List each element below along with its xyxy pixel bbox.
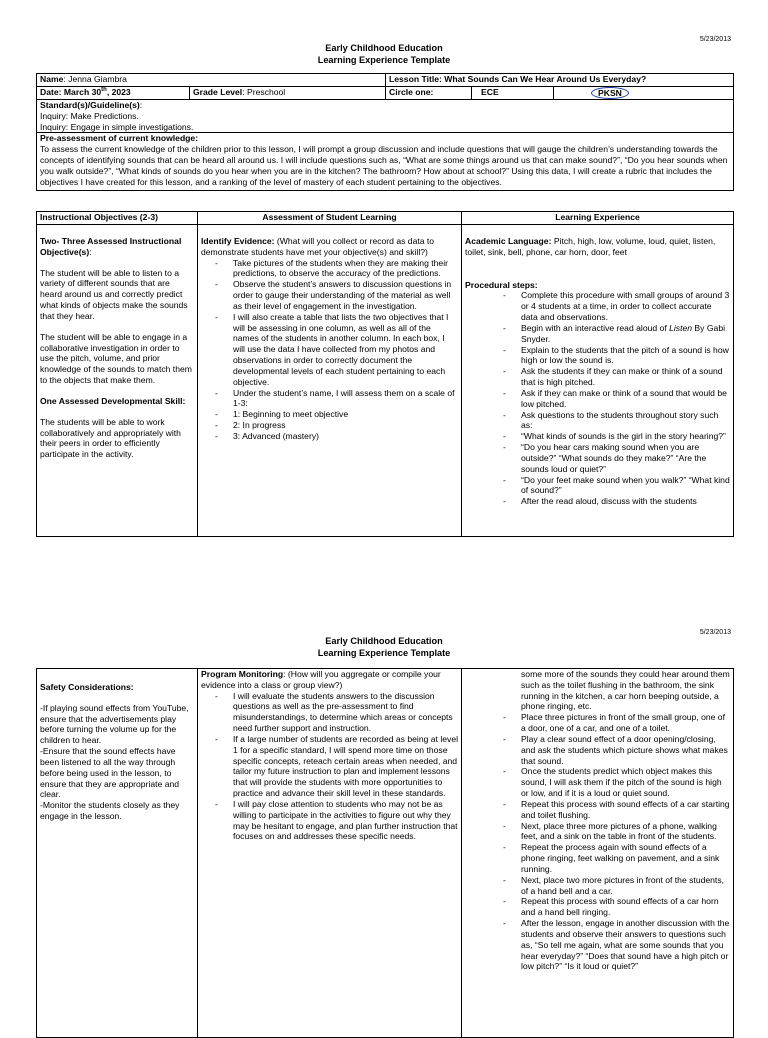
safety-title: Safety Considerations:	[40, 682, 134, 692]
evidence-item: - 3: Advanced (mastery)	[201, 431, 458, 442]
step-text: Begin with an interactive read aloud of	[521, 322, 670, 333]
date-label: Date: March 30	[40, 87, 102, 97]
procedural-steps	[489, 290, 730, 507]
academic-label: Academic Language:	[465, 236, 552, 246]
step-item: - Once the students predict which object makes this sound, I will ask them if the pitch of the sound is high or low, and if it is a loud or quiet sound.	[489, 766, 730, 798]
ece-text: ECE	[481, 87, 499, 97]
standards-cell	[37, 100, 734, 133]
evidence-text: (What will you collect or record as data to demonstrate students have met your objective(s) and skill?)	[201, 236, 435, 257]
safety-item: -Ensure that the sound effects have been listened to all the way through before being used in the lesson, to ensure that they are appropriate and clear.	[40, 746, 180, 800]
step-item: - “What kinds of sounds is the girl in the story hearing?”	[489, 431, 730, 442]
experience-cont-cell	[462, 669, 734, 1038]
evidence-item: - Under the student’s name, I will assess them on a scale of 1-3:	[201, 388, 458, 410]
preassessment-label: Pre-assessment of current knowledge:	[40, 133, 199, 144]
step-item: - Repeat this process with sound effects of a car starting and toilet flushing.	[489, 799, 730, 821]
objectives-title: Two- Three Assessed Instructional Objective(s)	[40, 236, 182, 257]
date-year: , 2023	[106, 87, 131, 97]
step-item: - After the lesson, engage in another discussion with the students and observe their answers to questions such as, “So tell me again, what are some sounds that you hear everyday?” “Does that sound have a high pitch or low pitch?” “Is it loud or quiet?”	[489, 918, 730, 972]
procedural-steps-cont	[489, 712, 730, 972]
procedural-label: Procedural steps:	[465, 279, 538, 290]
academic-text: Pitch, high, low, volume, loud, quiet, listen, toilet, sink, bell, phone, car horn, door, feet	[465, 236, 716, 257]
monitoring-list	[201, 691, 458, 843]
step-item: - Ask if they can make or think of a sound that would be low pitched.	[489, 388, 730, 410]
date-cell	[37, 87, 190, 100]
standards-label: Standard(s)/Guideline(s)	[40, 100, 140, 110]
page1-header-line1: Early Childhood Education	[325, 43, 443, 53]
page1-header-line2: Learning Experience Template	[317, 54, 451, 65]
evidence-item: - Observe the student’s answers to discussion questions in order to gauge their understanding of the material as well as their level of engagement in the investigation.	[201, 279, 458, 311]
monitoring-item: - I will evaluate the students answers to the discussion questions as well as the pre-assessment to find misunderstandings, to determine which areas or concepts need further support and instruction.	[201, 691, 458, 734]
monitoring-text: : (How will you aggregate or compile your evidence into a class or group view?)	[201, 669, 441, 690]
monitoring-label: Program Monitoring	[201, 669, 284, 679]
evidence-label: Identify Evidence:	[201, 236, 275, 246]
objective-2: The student will be able to engage in a collaborative investigation in order to use the pitch, volume, and prior knowledge of the sounds to match them to the objects that make them.	[40, 331, 192, 386]
page2-header-line1: Early Childhood Education	[325, 636, 443, 646]
name-cell	[37, 74, 386, 87]
step-item: - Ask the students if they can make or think of a sound that is high pitched.	[489, 366, 730, 388]
book-author: By Gabi Snyder.	[521, 322, 726, 344]
step-item: - Place three pictures in front of the small group, one of a door, one of a car, and one of a toilet.	[489, 712, 730, 734]
evidence-item: - 2: In progress	[201, 420, 458, 431]
preassessment-text: To assess the current knowledge of the children prior to this lesson, I will prompt a group discussion and include questions that will gauge the children’s understanding towards the concepts of identifying sounds that can be heard all around us. I will include questions such as, “What are some things around us that can make sound?”, “Do you hear sounds when you walk outside?”, “What kinds of sounds do you hear when you are in the kitchen? The bathroom? How about at school?” Using this data, I will create a rubric that includes the objectives I have created for this lesson, and a ranking of the level of mastery of each student pertaining to the objectives.	[40, 144, 728, 187]
col-header-objectives: Instructional Objectives (2-3)	[37, 212, 198, 225]
circle-one-label: Circle one:	[386, 87, 472, 100]
lesson-title: Lesson Title: What Sounds Can We Hear Around Us Everyday?	[386, 74, 734, 87]
objectives-cell	[37, 225, 198, 537]
evidence-item: - Take pictures of the students when they are making their predictions, to observe the accuracy of the predictions.	[201, 258, 458, 280]
objective-1: The student will be able to listen to a variety of different sounds that are heard around us and correctly predict what kinds of objects make the sounds that they hear.	[40, 267, 188, 321]
book-title: Listen	[669, 322, 693, 333]
page2-header-line2: Learning Experience Template	[317, 647, 451, 658]
name-label: Name	[40, 74, 64, 84]
step-item: - Next, place two more pictures in front of the students, of a hand bell and a car.	[489, 875, 730, 897]
monitoring-item: - If a large number of students are recorded as being at level 1 for a specific standard, I will spend more time on those specific concepts, reteach certain areas when needed, and tailor my future instruction to plan and implement lessons that will provide the students with more opportunities to practice and advance their skill level in these standards.	[201, 734, 458, 799]
page2-header	[0, 636, 768, 660]
monitoring-cell	[198, 669, 462, 1038]
grade-label: Grade Level	[193, 87, 243, 97]
step-item	[489, 323, 730, 345]
safety-item: -Monitor the students closely as they engage in the lesson.	[40, 800, 180, 822]
objectives-colon: :	[89, 246, 92, 257]
pksn-circled: PKSN	[591, 87, 629, 99]
circle-option-pksn	[554, 87, 734, 100]
step-item: - Explain to the students that the pitch of a sound is how high or low the sound is.	[489, 345, 730, 367]
step-item: - “Do you hear cars making sound when you are outside?” “What sounds do they make?” “Are the sounds loud or quiet?”	[489, 442, 730, 474]
assessment-cell	[198, 225, 462, 537]
lesson-plan-table	[36, 211, 734, 537]
page1-header	[0, 43, 768, 67]
standards-colon: :	[139, 100, 143, 110]
monitoring-item: - I will pay close attention to students who may not be as willing to participate in the activities to figure out why they may be hesitant to engage, and plan further instruction that focuses on and addresses these specific needs.	[201, 799, 458, 842]
col-header-assessment: Assessment of Student Learning	[198, 212, 462, 225]
dev-skill-title: One Assessed Developmental Skill:	[40, 395, 186, 406]
safety-item: -If playing sound effects from YouTube, ensure that the advertisements play before turning the volume up for the children to hear.	[40, 702, 189, 746]
col-header-experience: Learning Experience	[462, 212, 734, 225]
step-item: - Play a clear sound effect of a door opening/closing, and ask the students which picture shows what makes that sound.	[489, 734, 730, 766]
circle-option-ece	[472, 87, 554, 100]
standard-item: Inquiry: Make Predictions.	[40, 110, 139, 121]
grade-value: : Preschool	[242, 87, 286, 97]
preassessment-cell	[37, 133, 734, 190]
page2-table	[36, 668, 734, 1038]
evidence-list	[201, 258, 458, 442]
grade-cell	[190, 87, 386, 100]
step-item: - Repeat the process again with sound effects of a phone ringing, feet walking on pavement, and a sink running.	[489, 842, 730, 874]
step-item: - “Do your feet make sound when you walk?” “What kind of sound?”	[489, 475, 730, 497]
continued-text: some more of the sounds they could hear around them such as the toilet flushing in the bathroom, the sink running in the kitchen, a car horn beeping outside, a phone ringing, etc.	[521, 669, 730, 712]
standard-item: Inquiry: Engage in simple investigations.	[40, 121, 194, 132]
dev-skill-text: The students will be able to work collaboratively and appropriately with their peers in order to efficiently participate in the activity.	[40, 416, 181, 460]
date-sup: th	[101, 87, 107, 94]
experience-cell	[462, 225, 734, 537]
step-item: - Complete this procedure with small groups of around 3 or 4 students at a time, in order to collect accurate data and observations.	[489, 290, 730, 322]
lesson-info-table	[36, 73, 734, 191]
page1-date: 5/23/2013	[699, 36, 731, 43]
step-item: - Next, place three more pictures of a phone, walking feet, and a sink on the table in front of the students.	[489, 821, 730, 843]
step-item: - After the read aloud, discuss with the students	[489, 496, 730, 507]
evidence-item: - I will also create a table that lists the two objectives that I will be assessing in one column, as well as all of the names of the students in another column. In each box, I will use the data I have collected from my photos and observations in order to correctly document the developmental levels of each student pertaining to each objective.	[201, 312, 458, 388]
safety-cell	[37, 669, 198, 1038]
name-value: : Jenna Giambra	[63, 74, 127, 84]
page2-date: 5/23/2013	[699, 629, 731, 636]
evidence-item: - 1: Beginning to meet objective	[201, 409, 458, 420]
step-item: - Repeat this process with sound effects of a car horn and a hand bell ringing.	[489, 896, 730, 918]
step-item: - Ask questions to the students throughout story such as:	[489, 410, 730, 432]
